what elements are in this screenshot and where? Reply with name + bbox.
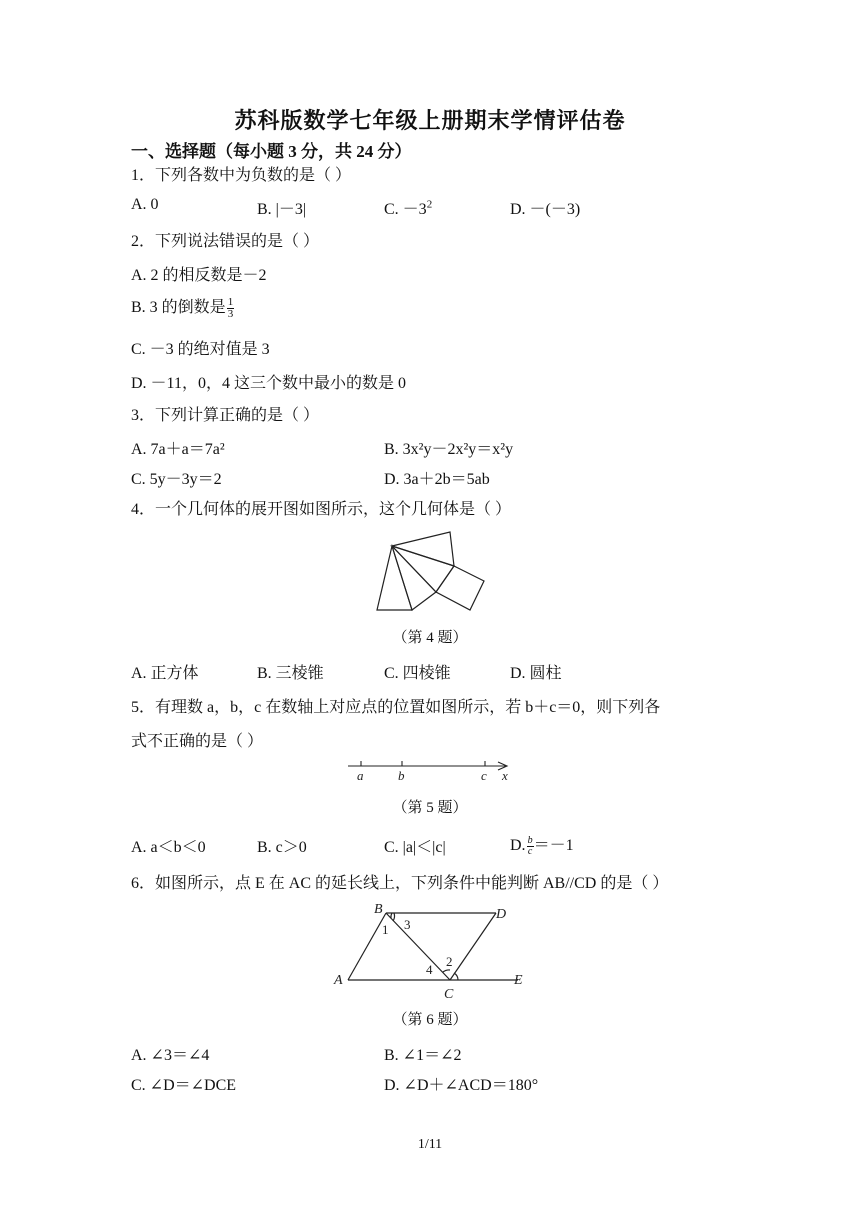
- q6-option-d: D. ∠D＋∠ACD＝180°: [384, 1077, 539, 1094]
- point-label-a: A: [334, 973, 343, 988]
- number-line-label-x: x: [502, 768, 508, 783]
- q4-option-b: B. 三棱锥: [257, 665, 324, 682]
- q2-option-a: A. 2 的相反数是－2: [131, 267, 267, 284]
- geometry-figure-q6: [330, 900, 540, 1000]
- q5-option-b: B. c＞0: [257, 839, 307, 856]
- angle-label-3: 3: [404, 917, 411, 932]
- pyramid-net-figure: [370, 528, 490, 618]
- q1-option-a: A. 0: [131, 196, 159, 213]
- fraction: $\frac{1}{3}$: [227, 295, 234, 320]
- q1-option-d: D. －(－3): [510, 201, 581, 218]
- q5-option-a: A. a＜b＜0: [131, 839, 206, 856]
- q6-option-c: C. ∠D＝∠DCE: [131, 1077, 237, 1094]
- q5-option-c: C. |a|＜|c|: [384, 839, 446, 856]
- figure-4-caption: （第 4 题）: [392, 630, 468, 646]
- question-1-stem: 1．下列各数中为负数的是（ ）: [131, 167, 352, 184]
- question-5-stem-line2: 式不正确的是（ ）: [131, 733, 264, 750]
- question-4-stem: 4．一个几何体的展开图如图所示，这个几何体是（ ）: [131, 501, 512, 518]
- number-line-figure: [346, 756, 516, 786]
- q6-option-b: B. ∠1＝∠2: [384, 1047, 462, 1064]
- q2-option-d: D. －11，0，4 这三个数中最小的数是 0: [131, 375, 406, 392]
- angle-label-4: 4: [426, 962, 433, 977]
- figure-5-caption: （第 5 题）: [392, 800, 468, 816]
- number-line-label-c: c: [481, 768, 487, 783]
- q4-option-a: A. 正方体: [131, 665, 199, 682]
- point-label-c: C: [444, 987, 454, 1002]
- q3-option-c: C. 5y－3y＝2: [131, 471, 222, 488]
- q4-option-c: C. 四棱锥: [384, 665, 451, 682]
- q3-option-a: A. 7a＋a＝7a²: [131, 441, 225, 458]
- q2-option-c: C. －3 的绝对值是 3: [131, 341, 270, 358]
- point-label-e: E: [514, 973, 523, 988]
- question-6-stem: 6．如图所示，点 E 在 AC 的延长线上，下列条件中能判断 AB//CD 的是（ ）: [131, 875, 669, 892]
- question-3-stem: 3．下列计算正确的是（ ）: [131, 407, 320, 424]
- q5-option-d: D. $\frac{b}{c}$ ＝－1: [510, 834, 574, 857]
- figure-6-caption: （第 6 题）: [392, 1012, 468, 1028]
- q3-option-d: D. 3a＋2b＝5ab: [384, 471, 490, 488]
- page-number: 1/11: [417, 1137, 443, 1152]
- point-label-b: B: [374, 902, 383, 917]
- number-line-label-b: b: [398, 768, 405, 783]
- number-line-label-a: a: [357, 768, 364, 783]
- page-title: 苏科版数学七年级上册期末学情评估卷: [234, 108, 626, 133]
- question-5-stem-line1: 5．有理数 a，b，c 在数轴上对应点的位置如图所示，若 b＋c＝0，则下列各: [131, 699, 661, 716]
- q3-option-b: B. 3x²y－2x²y＝x²y: [384, 441, 514, 458]
- q6-option-a: A. ∠3＝∠4: [131, 1047, 210, 1064]
- angle-label-1: 1: [382, 922, 389, 937]
- q4-option-d: D. 圆柱: [510, 665, 562, 682]
- q2-option-b: B. 3 的倒数是 $\frac{1}{3}$: [131, 295, 234, 320]
- section-heading: 一、选择题（每小题 3 分，共 24 分）: [131, 142, 412, 161]
- q1-option-c: C. $-3^2$: [384, 198, 433, 218]
- q1-option-b: B. |－3|: [257, 201, 307, 218]
- point-label-d: D: [496, 907, 507, 922]
- angle-label-2: 2: [446, 954, 453, 969]
- question-2-stem: 2．下列说法错误的是（ ）: [131, 233, 320, 250]
